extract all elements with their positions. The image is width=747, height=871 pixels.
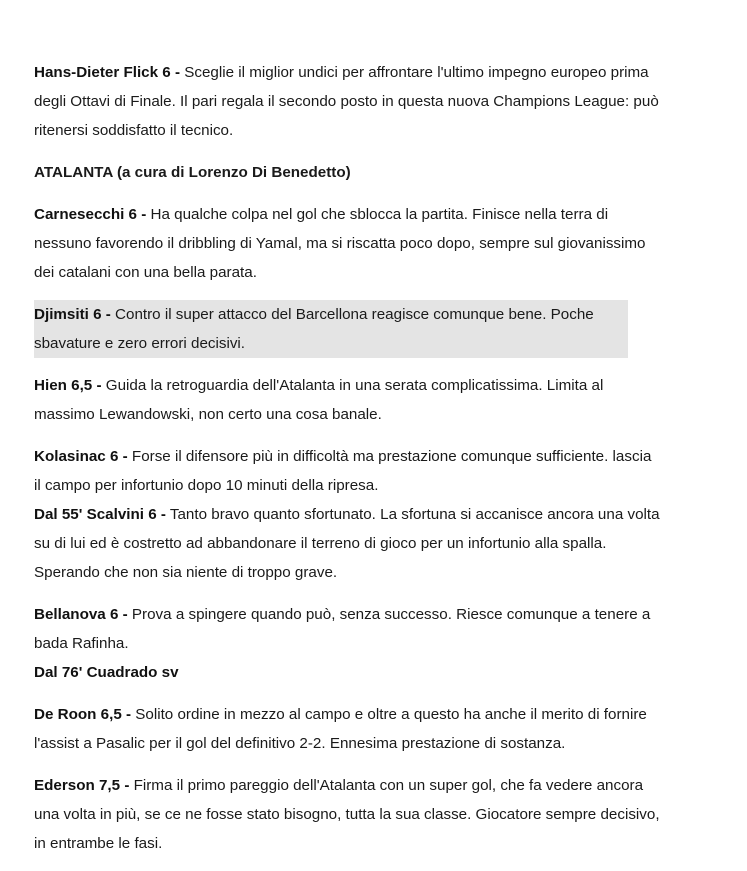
text-line [34, 700, 704, 729]
text-line: degli Ottavi di Finale. Il pari regala il secondo posto in questa nuova Champions League: può [34, 93, 659, 110]
player-rating-hien [34, 371, 704, 429]
text-line [34, 500, 704, 529]
rating-text: Forse il difensore più in difficoltà ma prestazione comunque sufficiente. lascia [127, 448, 652, 465]
player-name: Hien 6,5 - [34, 377, 102, 394]
text-line: bada Rafinha. [34, 635, 129, 652]
player-rating-scalvini [34, 500, 704, 587]
player-name: Dal 76' Cuadrado sv [34, 664, 179, 681]
player-name: Djimsiti 6 - [34, 306, 111, 323]
rating-text: Contro il super attacco del Barcellona reagisce comunque bene. Poche [110, 306, 594, 323]
text-line: dei catalani con una bella parata. [34, 264, 257, 281]
rating-text: Ha qualche colpa nel gol che sblocca la partita. Finisce nella terra di [146, 206, 609, 223]
rating-text: Solito ordine in mezzo al campo e oltre a questo ha anche il merito di fornire [131, 706, 647, 723]
player-rating-djimsiti [34, 300, 628, 358]
rating-text: Firma il primo pareggio dell'Atalanta con un super gol, che fa vedere ancora [129, 777, 644, 794]
article-body [34, 58, 704, 871]
text-line: una volta in più, se ce ne fosse stato bisogno, tutta la sua classe. Giocatore sempre decisivo, [34, 806, 660, 823]
text-line [34, 58, 704, 87]
player-rating-cuadrado [34, 658, 704, 687]
text-line: Sperando che non sia niente di troppo grave. [34, 564, 338, 581]
player-rating-deroon [34, 700, 704, 758]
text-line: ritenersi soddisfatto il tecnico. [34, 122, 234, 139]
rating-text: Sceglie il miglior undici per affrontare l'ultimo impegno europeo prima [180, 64, 649, 81]
player-name: Dal 55' Scalvini 6 - [34, 506, 166, 523]
text-line: il campo per infortunio dopo 10 minuti della ripresa. [34, 477, 379, 494]
text-line [34, 600, 704, 629]
player-rating-bellanova [34, 600, 704, 658]
player-name: Bellanova 6 - [34, 606, 128, 623]
text-line [34, 771, 704, 800]
text-line: su di lui ed è costretto ad abbandonare il terreno di gioco per un infortunio alla spalla. [34, 535, 607, 552]
player-rating-flick [34, 58, 704, 145]
rating-text: Prova a spingere quando può, senza successo. Riesce comunque a tenere a [127, 606, 651, 623]
player-name: De Roon 6,5 - [34, 706, 132, 723]
text-line [34, 371, 704, 400]
player-rating-kolasinac [34, 442, 704, 500]
text-line [34, 442, 704, 471]
section-heading: ATALANTA (a cura di Lorenzo Di Benedetto) [34, 164, 351, 181]
text-line: sbavature e zero errori decisivi. [34, 329, 245, 358]
player-name: Kolasinac 6 - [34, 448, 128, 465]
text-line: massimo Lewandowski, non certo una cosa banale. [34, 406, 382, 423]
text-line [34, 200, 704, 229]
player-name: Carnesecchi 6 - [34, 206, 147, 223]
player-name: Hans-Dieter Flick 6 - [34, 64, 181, 81]
player-rating-ederson [34, 771, 704, 858]
text-line: nessuno favorendo il dribbling di Yamal, ma si riscatta poco dopo, sempre sul giovanissimo [34, 235, 646, 252]
text-line: in entrambe le fasi. [34, 835, 163, 852]
player-name: Ederson 7,5 - [34, 777, 130, 794]
rating-text: Tanto bravo quanto sfortunato. La sfortuna si accanisce ancora una volta [165, 506, 660, 523]
text-line: l'assist a Pasalic per il gol del definitivo 2-2. Ennesima prestazione di sostanza. [34, 735, 566, 752]
text-line [34, 300, 628, 329]
player-rating-carnesecchi [34, 200, 704, 287]
rating-text: Guida la retroguardia dell'Atalanta in una serata complicatissima. Limita al [101, 377, 604, 394]
